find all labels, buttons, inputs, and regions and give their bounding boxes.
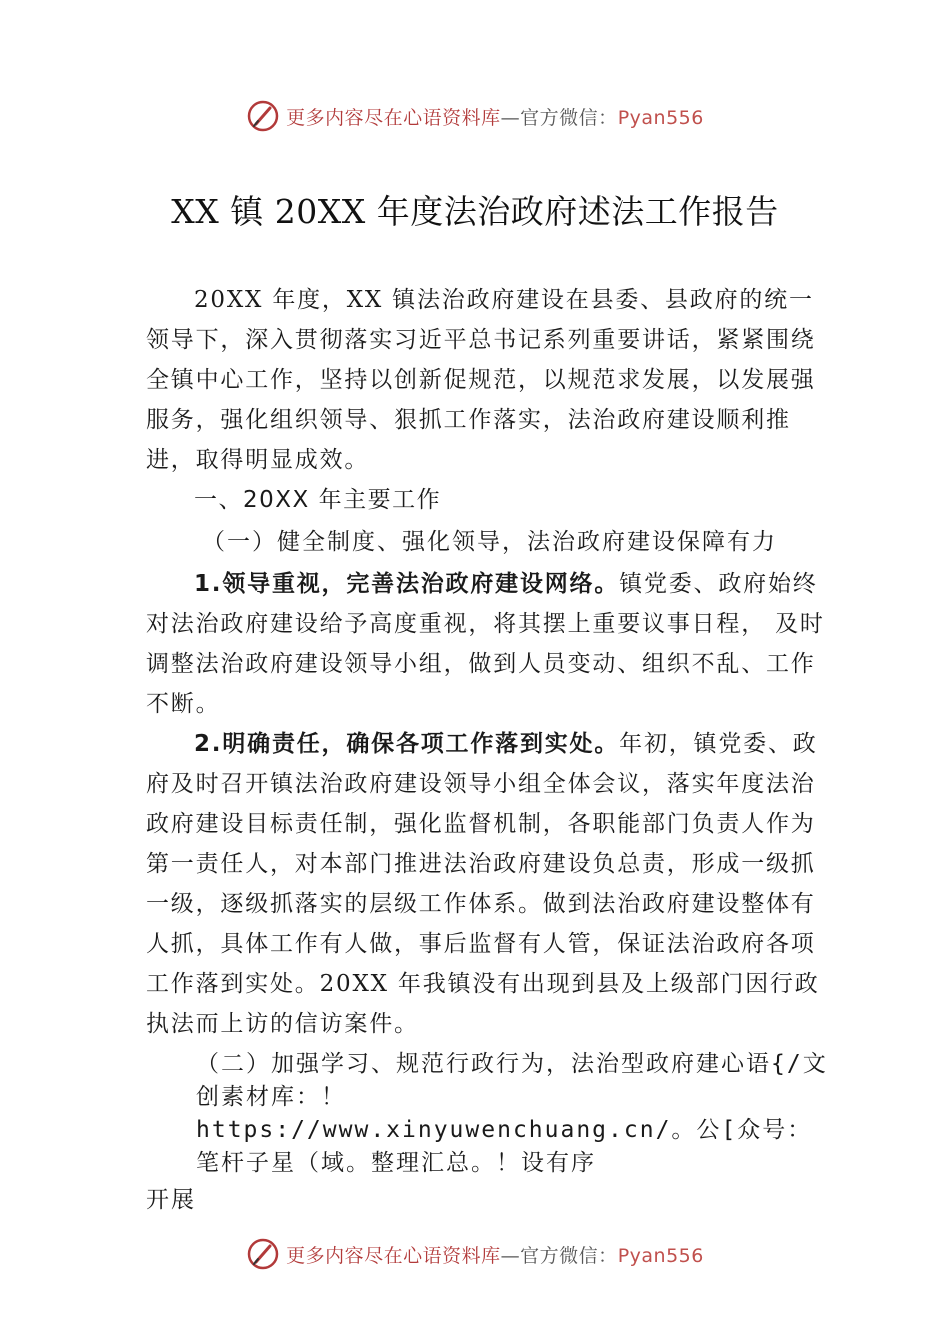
subsection-2-text: （二）加强学习、规范行政行为，法治型政府建心语{/文创素材库：！https://www.xinyuwenchuang.cn/。公[众号：笔杆子星（域。整理汇总。！设有序 [196, 1051, 828, 1176]
document-body [146, 280, 828, 1220]
item-2-body: 年初，镇党委、政府及时召开镇法治政府建设领导小组全体会议，落实年度法治政府建设目标责任制，强化监督机制，各职能部门负责人作为第一责任人，对本部门推进法治政府建设负总责，形成一级抓一级，逐级抓落实的层级工作体系。做到法治政府建设整体有人抓，具体工作有人做，事后监督有人管，保证法治政府各项工作落到实处。20XX 年我镇没有出现到县及上级部门因行政执法而上访的信访案件。 [146, 731, 820, 1037]
intro-paragraph: 20XX 年度，XX 镇法治政府建设在县委、县政府的统一领导下，深入贯彻落实习近平总书记系列重要讲话，紧紧围绕全镇中心工作，坚持以创新促规范，以规范求发展，以发展强服务，强化组织领导、狠抓工作落实，法治政府建设顺利推进，取得明显成效。 [146, 287, 816, 473]
item-1-paragraph [146, 564, 828, 724]
pen-logo-icon [246, 99, 280, 133]
watermark-text: 更多内容尽在心语资料库—官方微信：Pyan556 [286, 106, 704, 129]
tail-text: 开展 [146, 1187, 196, 1213]
watermark-header [0, 96, 950, 136]
item-1-lead: 1.领导重视，完善法治政府建设网络。 [194, 571, 620, 597]
watermark-footer [0, 1234, 950, 1274]
pen-logo-icon [246, 1237, 280, 1271]
subsection-heading: （一）健全制度、强化领导，法治政府建设保障有力 [202, 529, 777, 555]
item-2-lead: 2.明确责任，确保各项工作落到实处。 [194, 731, 620, 757]
watermark-text: 更多内容尽在心语资料库—官方微信：Pyan556 [286, 1244, 704, 1267]
section-heading: 一、20XX 年主要工作 [194, 487, 442, 513]
document-title: XX 镇 20XX 年度法治政府述法工作报告 [171, 192, 779, 231]
item-2-paragraph [146, 724, 828, 1044]
item-1-body: 镇党委、政府始终对法治政府建设给予高度重视，将其摆上重要议事日程， 及时调整法治政府建设领导小组，做到人员变动、组织不乱、工作不断。 [146, 571, 825, 717]
